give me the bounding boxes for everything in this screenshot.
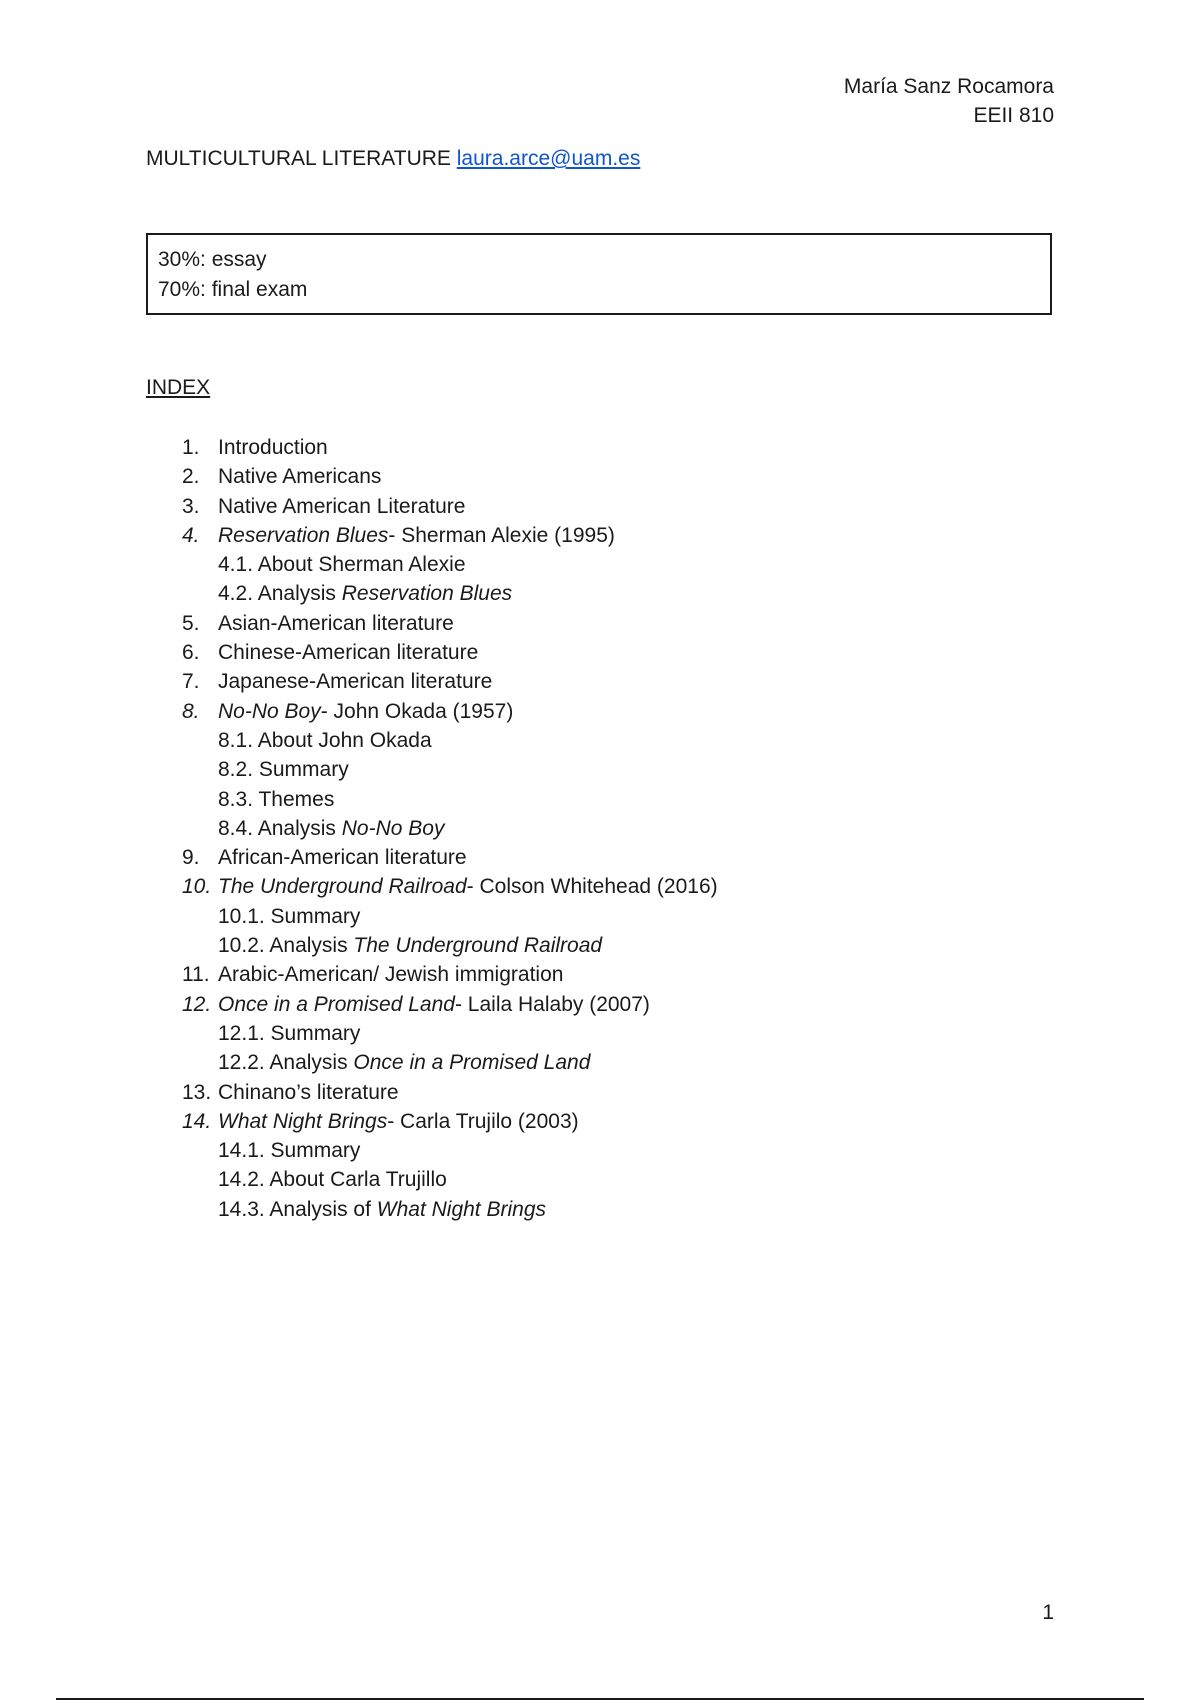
index-item-title: No-No Boy [341, 816, 445, 840]
index-item [0, 667, 1200, 696]
course-title-line [146, 146, 640, 172]
index-item-title: Reservation Blues [218, 523, 389, 547]
index-item-text [218, 1078, 399, 1107]
index-subitem [0, 1019, 1200, 1048]
index-item [0, 1078, 1200, 1107]
grading-exam: 70%: final exam [158, 278, 308, 301]
index-item-title: What Night Brings [218, 1109, 388, 1133]
index-item-label: - Laila Halaby (2007) [454, 992, 650, 1016]
author-name: María Sanz Rocamora [843, 75, 1054, 98]
index-item-label: Native American Literature [218, 494, 466, 518]
index-item-label: 8.2. Summary [218, 758, 349, 782]
index-item-label: 10.1. Summary [218, 904, 361, 928]
index-item-label: 12.1. Summary [218, 1021, 361, 1045]
index-item-label: 14.1. Summary [218, 1139, 361, 1163]
index-item-text [218, 1165, 447, 1194]
index-subitem [0, 726, 1200, 755]
index-item-text [218, 1107, 579, 1136]
index-item-label: 8.4. Analysis [218, 816, 342, 840]
index-item-text [218, 814, 444, 843]
index-item-label: 14.3. Analysis of [218, 1197, 377, 1221]
index-subitem [0, 579, 1200, 608]
index-item-text [218, 433, 328, 462]
index-item [0, 872, 1200, 901]
index-item-number: 2. [182, 465, 200, 489]
index-item-text [218, 579, 512, 608]
index-subitem [0, 931, 1200, 960]
index-item-text [218, 902, 360, 931]
teacher-email-link[interactable]: laura.arce@uam.es [456, 147, 641, 170]
index-item [0, 990, 1200, 1019]
index-item-number: 6. [182, 641, 200, 665]
index-subitem [0, 902, 1200, 931]
index-item-label: Arabic-American/ Jewish immigration [218, 963, 564, 987]
index-subitem [0, 814, 1200, 843]
index-item [0, 638, 1200, 667]
index-item-text [218, 931, 602, 960]
index-item-number: 13. [182, 1080, 212, 1104]
index-item-label: 8.3. Themes [218, 787, 335, 811]
index-item-title: What Night Brings [376, 1197, 546, 1221]
index-item-label: - Sherman Alexie (1995) [388, 523, 615, 547]
index-item [0, 492, 1200, 521]
index-item-label: 14.2. About Carla Trujillo [218, 1168, 447, 1192]
index-item [0, 843, 1200, 872]
index-item-text [218, 785, 334, 814]
index-item-number: 8. [182, 699, 200, 723]
index-list [0, 433, 1200, 1224]
index-item-title: The Underground Railroad [218, 875, 467, 899]
index-item-number: 11. [182, 963, 210, 987]
index-item-label: 10.2. Analysis [218, 934, 354, 958]
index-item-label: Native Americans [218, 465, 382, 489]
index-item-text [218, 462, 381, 491]
index-item-text [218, 726, 432, 755]
index-item-text [218, 550, 466, 579]
index-item-title: Reservation Blues [341, 582, 513, 606]
index-item-number: 14. [182, 1109, 212, 1133]
index-item-title: Once in a Promised Land [353, 1051, 591, 1075]
index-item-label: 4.1. About Sherman Alexie [218, 553, 466, 577]
index-item-number: 5. [182, 611, 200, 635]
index-item-number: 12. [182, 992, 212, 1016]
index-item-text [218, 667, 492, 696]
index-item-number: 1. [182, 436, 200, 459]
index-item-label: - John Okada (1957) [320, 699, 514, 723]
index-item-text [218, 960, 563, 989]
index-item-text [218, 521, 615, 550]
index-item-text [218, 872, 718, 901]
index-item-text [218, 638, 478, 667]
index-item-label: - Carla Trujilo (2003) [387, 1109, 579, 1133]
index-item [0, 609, 1200, 638]
index-item-number: 9. [182, 846, 200, 870]
index-item-number: 10. [182, 875, 212, 899]
author-block [844, 72, 1054, 130]
index-item-label: Japanese-American literature [218, 670, 493, 694]
index-item-label: African-American literature [218, 846, 467, 870]
group-code: EEII 810 [973, 104, 1054, 127]
index-item-number: 7. [182, 670, 200, 694]
index-item-text [218, 609, 454, 638]
index-subitem [0, 1136, 1200, 1165]
index-item-label: Chinano’s literature [218, 1080, 399, 1104]
index-item-label: 12.2. Analysis [218, 1051, 354, 1075]
index-item-text [218, 492, 465, 521]
index-item-label: Introduction [218, 436, 328, 459]
index-item-text [218, 1195, 546, 1224]
index-item-title: No-No Boy [218, 699, 321, 723]
index-item-text [218, 755, 349, 784]
index-item-label: - Colson Whitehead (2016) [466, 875, 718, 899]
index-item-text [218, 1019, 360, 1048]
index-subitem [0, 755, 1200, 784]
index-item [0, 960, 1200, 989]
index-subitem [0, 550, 1200, 579]
grading-box [146, 233, 1052, 315]
index-subitem [0, 1165, 1200, 1194]
index-item-label: 4.2. Analysis [218, 582, 342, 606]
index-item-text [218, 697, 513, 726]
index-item-label: 8.1. About John Okada [218, 728, 432, 752]
index-item-title: The Underground Railroad [353, 934, 603, 958]
index-item-text [218, 1048, 590, 1077]
index-item [0, 521, 1200, 550]
course-title: MULTICULTURAL LITERATURE [146, 147, 451, 170]
index-subitem [0, 1048, 1200, 1077]
index-item-number: 3. [182, 494, 200, 518]
page-number: 1 [1042, 1601, 1054, 1624]
index-item-label: Asian-American literature [218, 611, 454, 635]
index-item-text [218, 843, 467, 872]
index-item-text [218, 990, 650, 1019]
index-item [0, 433, 1200, 462]
index-item [0, 1107, 1200, 1136]
index-subitem [0, 1195, 1200, 1224]
grading-essay: 30%: essay [158, 248, 267, 271]
index-item [0, 697, 1200, 726]
index-item-title: Once in a Promised Land [218, 992, 455, 1016]
index-item-number: 4. [182, 523, 200, 547]
index-subitem [0, 785, 1200, 814]
index-item-text [218, 1136, 360, 1165]
index-item-label: Chinese-American literature [218, 641, 479, 665]
index-heading: INDEX [146, 376, 211, 399]
index-item [0, 462, 1200, 491]
